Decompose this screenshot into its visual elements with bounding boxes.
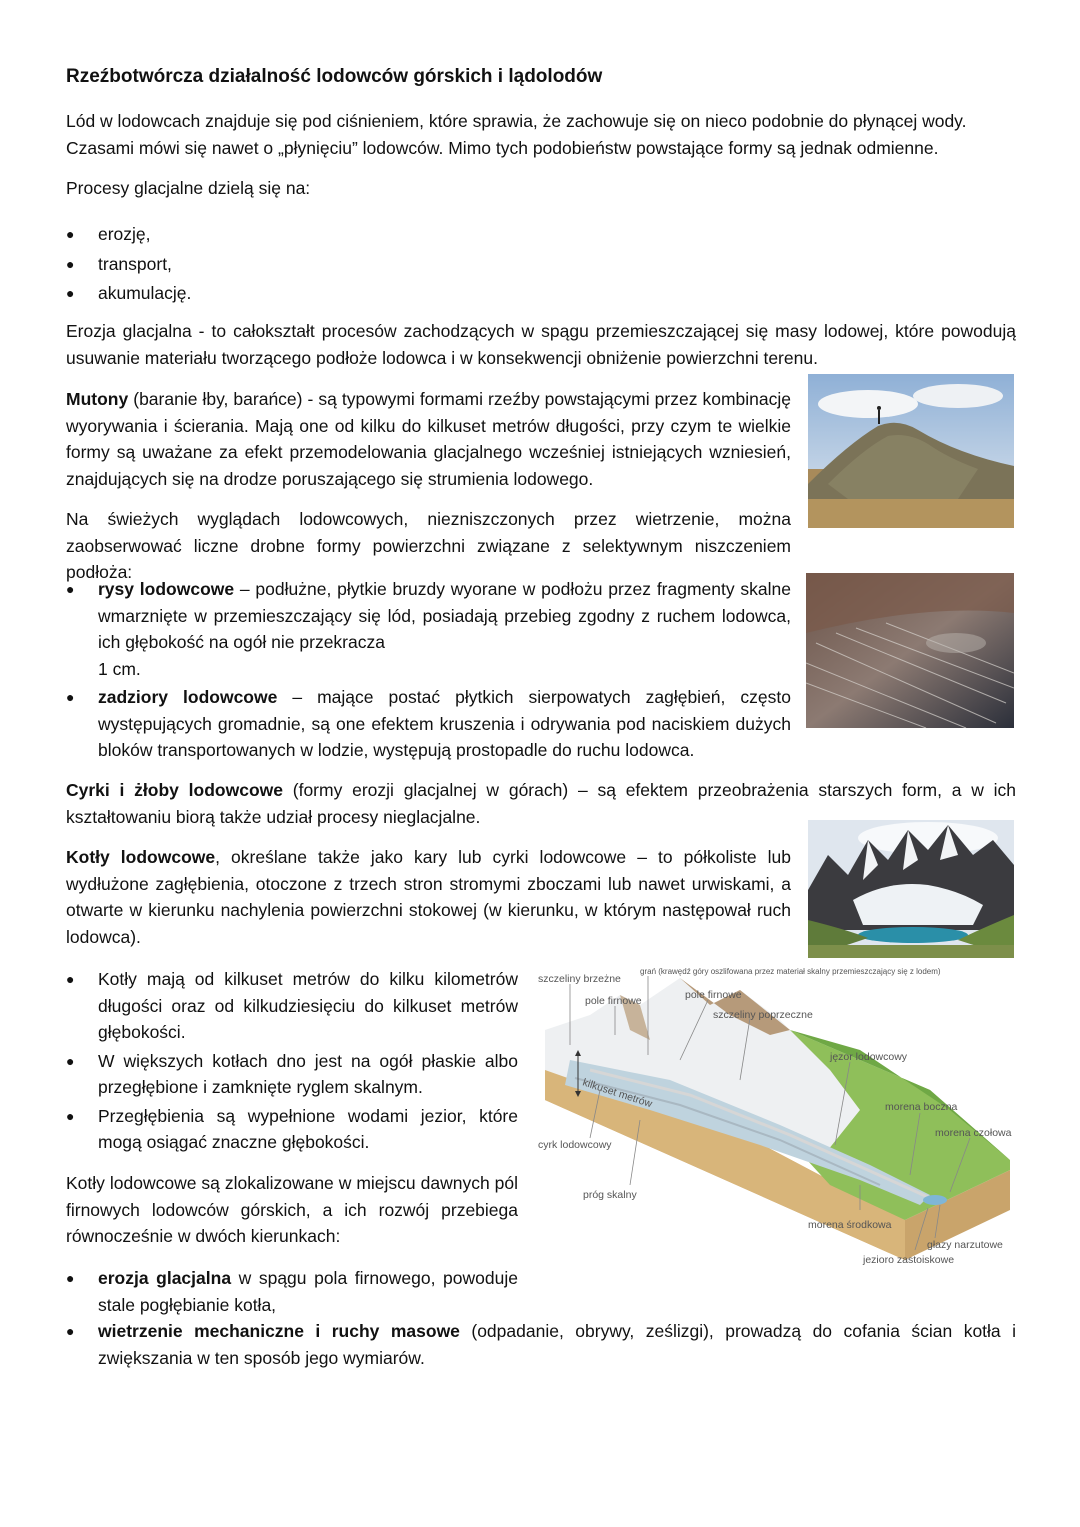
kotly-paragraph (66, 844, 791, 950)
kotly-facts-list (66, 966, 518, 1156)
page-title: Rzeźbotwórcza działalność lodowców górskich i lądolodów (66, 66, 603, 87)
mutony-text: (baranie łby, barańce) - są typowymi formami rzeźby powstającymi przez kombinację wyorywania i ścierania. Mają one od kilku do kilkuset metrów długości, przy czym te wielkie formy są uważane za efekt przemodelowania glacjalnego wcześniej istniejących wzniesień, znajdujących się na drodze poruszającego się strumienia lodowego. (66, 389, 791, 489)
cyrki-term: Cyrki i żłoby lodowcowe (66, 780, 283, 800)
kilkuset-label: kilkuset metrów (581, 1076, 654, 1111)
term: erozja glacjalna (98, 1268, 232, 1288)
prog-label: próg skalny (583, 1189, 637, 1201)
morena-czolowa-label: morena czołowa (935, 1127, 1012, 1139)
kotly-text: , określane także jako kary lub cyrki lodowcowe – to półkoliste lub wydłużone zagłębienia, otoczone z trzech stron stromymi zboczami lub nawet urwiskami, a otwarte w kierunku nachylenia powierzchni stokowej (w kierunku, w którym następował ruch lodowca). (66, 847, 791, 947)
cyrk-label: cyrk lodowcowy (538, 1139, 612, 1151)
list-item (66, 576, 791, 682)
jezioro-label: jezioro zastoiskowe (863, 1254, 955, 1266)
jezor-label: jęzor lodowcowy (830, 1051, 908, 1063)
pole-firnowe-label-2: pole firnowe (685, 989, 742, 1001)
glazy-label: głazy narzutowe (927, 1239, 1003, 1251)
mutony-paragraph (66, 386, 791, 492)
processes-list (66, 220, 191, 309)
intro-paragraph: Lód w lodowcach znajduje się pod ciśnieniem, które sprawia, że zachowuje się on nieco podobnie do płynącej wody. Czasami mówi się nawet o „płynięciu” lodowców. Mimo tych podobieństw powstające formy są jednak odmienne. (66, 111, 967, 158)
term: rysy lodowcowe (98, 579, 235, 599)
fresh-forms-paragraph-a (66, 506, 791, 586)
cirque-photo (808, 820, 1014, 958)
list-item: ● W większych kotłach dno jest na ogół płaskie albo przegłębione i zamknięte ryglem skalnym. (66, 1048, 518, 1101)
roche-moutonnee-photo (808, 374, 1014, 528)
definition: w spągu pola firnowego, powoduje stale pogłębianie kotła, (98, 1268, 518, 1315)
list-item: ● transport, (66, 250, 191, 280)
list-item (66, 684, 791, 764)
kotly-location-paragraph: Kotły lodowcowe są zlokalizowane w miejscu dawnych pól firnowych lodowców górskich, a ich rozwój przebiega równocześnie w dwóch kierunkach: (66, 1173, 518, 1246)
term: wietrzenie mechaniczne i ruchy masowe (98, 1321, 460, 1341)
erosion-paragraph: Erozja glacjalna - to całokształt procesów zachodzących w spągu przemieszczającej się masy lodowej, które powodują usuwanie materiału tworzącego podłoże lodowca i w konsekwencji obniżenie powierzchni terenu. (66, 321, 1016, 368)
morena-srodkowa-label: morena środkowa (808, 1219, 892, 1231)
list-item: ● erozję, (66, 220, 191, 250)
definition-cont: 1 cm. (98, 658, 141, 679)
list-item (66, 1318, 1016, 1371)
fresh-forms-text: Na świeżych wyglądach lodowcowych, niezniszczonych przez wietrzenie, można zaobserwować liczne drobne formy powierzchni związane z selektywnym niszczeniem podłoża: (66, 509, 791, 582)
glacier-diagram (530, 960, 1025, 1270)
morena-boczna-label: morena boczna (885, 1101, 958, 1113)
glacial-striations-photo (806, 573, 1014, 728)
list-item: ● Kotły mają od kilkuset metrów do kilku kilometrów długości oraz od kilkudziesięciu do kilkuset metrów głębokości. (66, 966, 518, 1046)
gran-label: grań (krawędź góry oszlifowana przez materiał skalny przemieszczający się z lodem) (640, 967, 941, 976)
development-list (66, 1265, 1016, 1371)
term: zadziory lodowcowe (98, 687, 278, 707)
mutony-term: Mutony (66, 389, 129, 409)
definition: – mające postać płytkich sierpowatych zagłębień, często występujących gromadnie, są one efektem kruszenia i odrywania pod naciskiem dużych bloków transportowanych w lodzie, występują prostopadle do ruchu lodowca. (98, 687, 791, 760)
szczeliny-poprzeczne-label: szczeliny poprzeczne (713, 1009, 813, 1021)
list-item: ● akumulację. (66, 279, 191, 309)
definition: (odpadanie, obrywy, ześlizgi), prowadzą do cofania ścian kotła i zwiększania w ten sposób jego wymiarów. (98, 1321, 1016, 1368)
kotly-term: Kotły lodowcowe (66, 847, 216, 867)
processes-intro: Procesy glacjalne dzielą się na: (66, 178, 311, 198)
szczeliny-brzezne-label: szczeliny brzeżne (538, 973, 621, 985)
definition: – podłużne, płytkie bruzdy wyorane w podłożu przez fragmenty skalne wmarznięte w przemieszczający się lód, posiadają przebieg zgodny z ruchem lodowca, ich głębokość na ogół nie przekracza (98, 579, 791, 652)
pole-firnowe-label-1: pole firnowe (585, 995, 642, 1007)
list-item: ● Przegłębienia są wypełnione wodami jezior, które mogą osiągać znaczne głębokości. (66, 1103, 518, 1156)
cyrki-text: (formy erozji glacjalnej w górach) – są efektem przeobrażenia starszych form, a w ich kształtowaniu biorą także udział procesy nieglacjalne. (66, 780, 1016, 827)
list-item (66, 1265, 518, 1318)
small-forms-list (66, 576, 791, 764)
